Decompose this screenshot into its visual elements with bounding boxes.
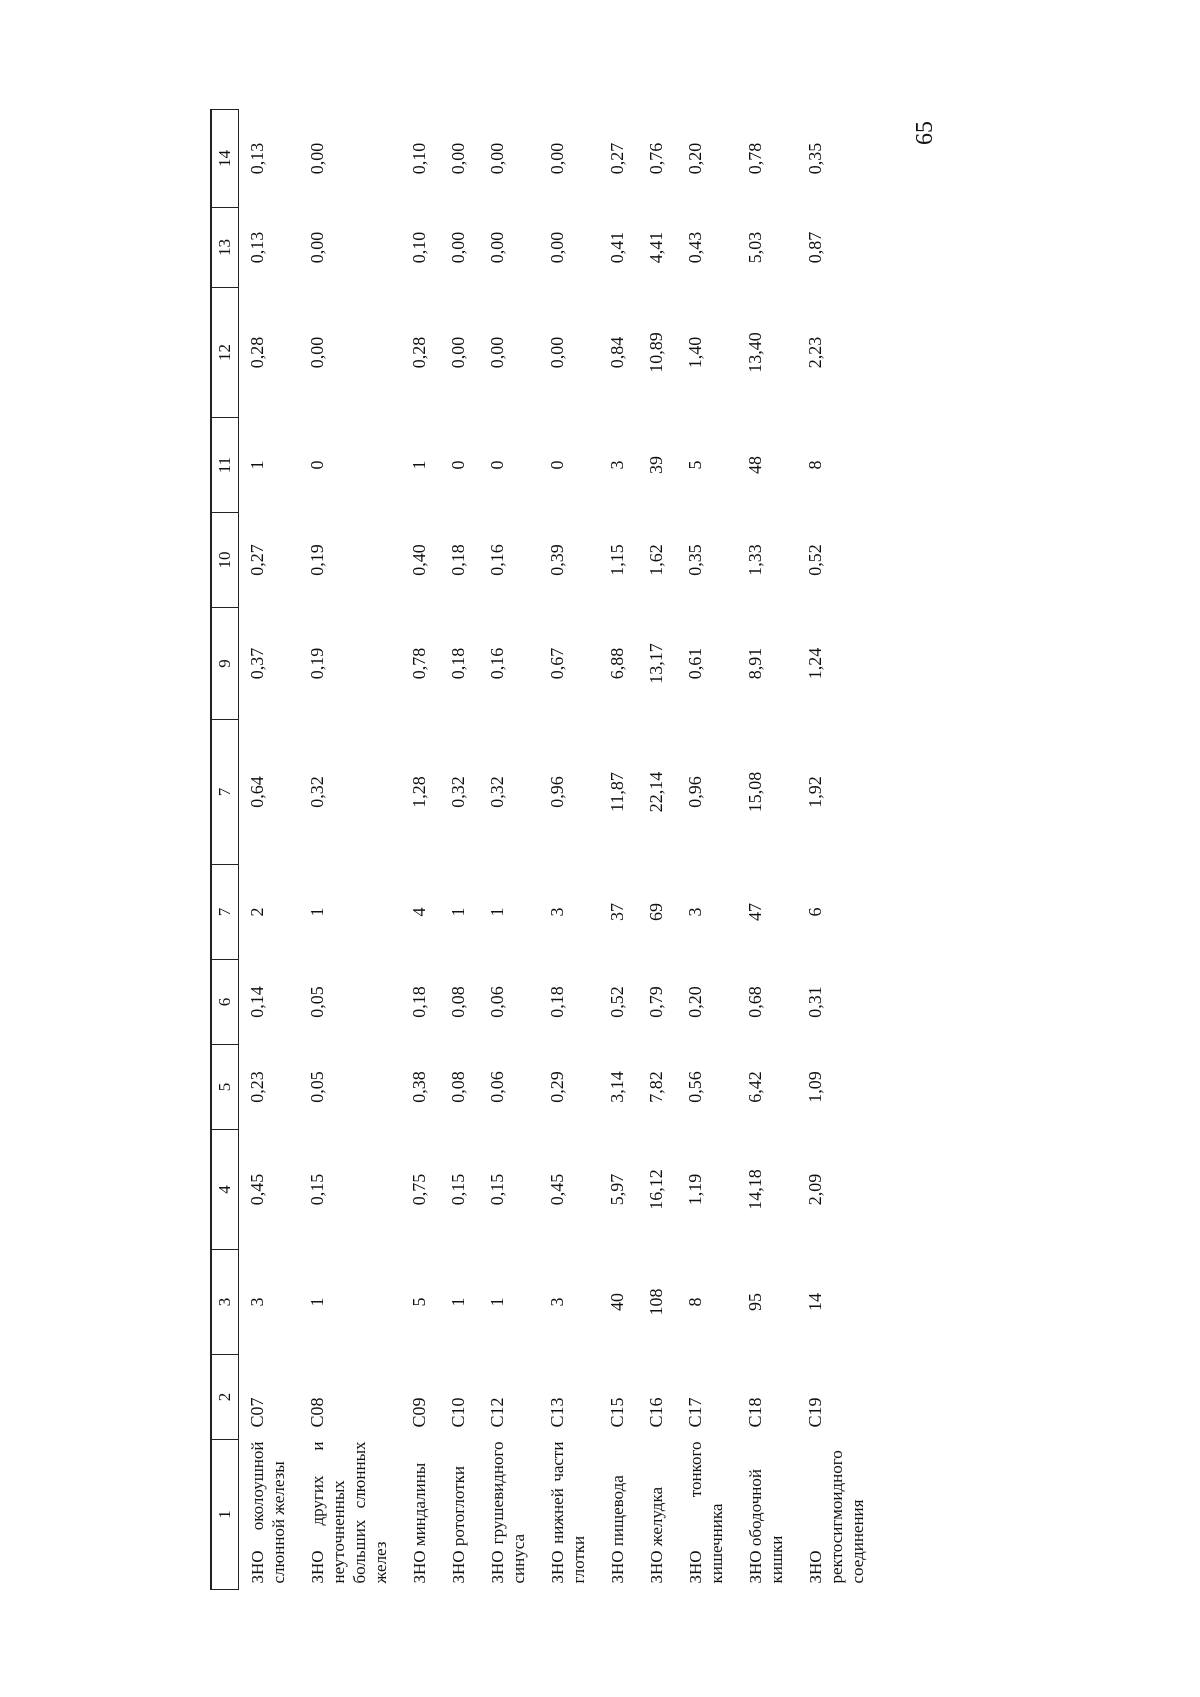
value-cell: 0,35 xyxy=(805,142,825,175)
value-cell: 0,29 xyxy=(547,1071,567,1103)
value-cell: 5,97 xyxy=(607,1173,627,1206)
value-cell: 0,78 xyxy=(409,647,429,680)
value-cell: 0 xyxy=(487,460,507,470)
diagnosis-name-cell: ЗНО околоушной слюнной железы xyxy=(248,1441,288,1584)
column-header: 13 xyxy=(211,208,239,288)
value-cell: 0,27 xyxy=(247,544,267,576)
value-cell: 0 xyxy=(547,460,567,470)
value-cell: 0,00 xyxy=(448,336,468,369)
value-cell: 0,14 xyxy=(247,986,267,1018)
value-cell: 0,15 xyxy=(307,1173,327,1206)
value-cell: 1,15 xyxy=(607,544,627,576)
value-cell: 1,40 xyxy=(685,336,705,369)
table-row xyxy=(677,110,737,1590)
value-cell: 22,14 xyxy=(646,771,666,813)
table-row xyxy=(299,110,401,1590)
column-header: 1 xyxy=(211,1440,239,1590)
table-row xyxy=(599,110,638,1590)
column-header: 14 xyxy=(211,110,239,208)
table-row xyxy=(539,110,599,1590)
column-header: 7 xyxy=(211,720,239,865)
value-cell: 1,92 xyxy=(805,776,825,808)
diagnosis-name-cell: ЗНО грушевидного синуса xyxy=(488,1441,528,1584)
value-cell: 0,06 xyxy=(487,1071,507,1103)
icd-code-cell: C09 xyxy=(409,1397,429,1428)
value-cell: 95 xyxy=(745,1293,765,1311)
column-header: 6 xyxy=(211,960,239,1045)
value-cell: 1 xyxy=(409,460,429,470)
statistics-table xyxy=(210,109,878,1590)
value-cell: 11,87 xyxy=(607,772,627,812)
diagnosis-name-cell: ЗНО ротоглотки xyxy=(449,1466,468,1584)
value-cell: 1,09 xyxy=(805,1071,825,1103)
value-cell: 10,89 xyxy=(646,332,666,373)
table-row xyxy=(479,110,539,1590)
value-cell: 1 xyxy=(448,1297,468,1307)
value-cell: 0,56 xyxy=(685,1071,705,1103)
value-cell: 6 xyxy=(805,907,825,917)
value-cell: 0 xyxy=(448,460,468,470)
value-cell: 0,32 xyxy=(307,776,327,808)
value-cell: 0,20 xyxy=(685,986,705,1018)
diagnosis-name-cell: ЗНО желудка xyxy=(647,1487,666,1584)
value-cell: 0,00 xyxy=(487,142,507,175)
value-cell: 3 xyxy=(607,460,627,470)
value-cell: 0,23 xyxy=(247,1071,267,1103)
header-row xyxy=(211,110,239,1590)
value-cell: 0,96 xyxy=(547,776,567,808)
diagnosis-name-cell: ЗНО ободочной кишки xyxy=(746,1469,786,1584)
value-cell: 1,62 xyxy=(646,544,666,576)
value-cell: 0,78 xyxy=(745,142,765,175)
value-cell: 47 xyxy=(745,903,765,921)
value-cell: 0,00 xyxy=(547,142,567,175)
diagnosis-name-cell: ЗНО нижней части глотки xyxy=(548,1441,588,1584)
diagnosis-name-cell: ЗНО других и неуточненных больших слюнных желез xyxy=(308,1441,390,1584)
value-cell: 0,18 xyxy=(547,986,567,1018)
value-cell: 0,00 xyxy=(487,336,507,369)
value-cell: 4 xyxy=(409,907,429,917)
column-header: 3 xyxy=(211,1250,239,1355)
value-cell: 0,10 xyxy=(409,231,429,264)
value-cell: 16,12 xyxy=(646,1169,666,1210)
value-cell: 39 xyxy=(646,456,666,474)
value-cell: 5,03 xyxy=(745,231,765,264)
value-cell: 3,14 xyxy=(607,1071,627,1103)
value-cell: 2 xyxy=(247,907,267,917)
value-cell: 0,76 xyxy=(646,142,666,175)
value-cell: 0,18 xyxy=(409,986,429,1018)
value-cell: 0,05 xyxy=(307,1071,327,1103)
value-cell: 14,18 xyxy=(745,1169,765,1210)
value-cell: 37 xyxy=(607,903,627,921)
value-cell: 8 xyxy=(685,1297,705,1307)
value-cell: 0,38 xyxy=(409,1071,429,1103)
page-number: 65 xyxy=(912,121,938,145)
value-cell: 69 xyxy=(646,903,666,921)
value-cell: 0,67 xyxy=(547,647,567,680)
value-cell: 0,00 xyxy=(307,336,327,369)
value-cell: 0,41 xyxy=(607,231,627,264)
value-cell: 0,19 xyxy=(307,544,327,576)
value-cell: 0,68 xyxy=(745,986,765,1018)
value-cell: 1,33 xyxy=(745,544,765,576)
value-cell: 1 xyxy=(247,460,267,470)
value-cell: 0,00 xyxy=(448,142,468,175)
value-cell: 2,09 xyxy=(805,1173,825,1206)
value-cell: 0,40 xyxy=(409,544,429,576)
icd-code-cell: C07 xyxy=(247,1397,267,1428)
table-body xyxy=(239,110,879,1590)
icd-code-cell: C15 xyxy=(607,1397,627,1428)
value-cell: 8 xyxy=(805,460,825,470)
column-header: 11 xyxy=(211,418,239,513)
value-cell: 0,00 xyxy=(547,336,567,369)
value-cell: 14 xyxy=(805,1293,825,1311)
table-row xyxy=(638,110,677,1590)
value-cell: 0,15 xyxy=(487,1173,507,1206)
value-cell: 1,28 xyxy=(409,776,429,808)
value-cell: 15,08 xyxy=(745,771,765,813)
value-cell: 0,00 xyxy=(307,231,327,264)
value-cell: 1 xyxy=(487,907,507,917)
value-cell: 3 xyxy=(685,907,705,917)
value-cell: 0,87 xyxy=(805,231,825,264)
value-cell: 0,39 xyxy=(547,544,567,576)
value-cell: 0,00 xyxy=(448,231,468,264)
value-cell: 0,61 xyxy=(685,647,705,680)
value-cell: 0,79 xyxy=(646,986,666,1018)
icd-code-cell: C10 xyxy=(448,1397,468,1428)
value-cell: 0,84 xyxy=(607,336,627,369)
value-cell: 2,23 xyxy=(805,336,825,369)
value-cell: 0,32 xyxy=(487,776,507,808)
value-cell: 5 xyxy=(409,1297,429,1307)
value-cell: 3 xyxy=(247,1297,267,1307)
value-cell: 0,45 xyxy=(547,1173,567,1206)
value-cell: 1 xyxy=(487,1297,507,1307)
value-cell: 0,35 xyxy=(685,544,705,576)
value-cell: 3 xyxy=(547,907,567,917)
icd-code-cell: C16 xyxy=(646,1397,666,1428)
value-cell: 5 xyxy=(685,460,705,470)
value-cell: 0,06 xyxy=(487,986,507,1018)
icd-code-cell: C17 xyxy=(685,1397,705,1428)
diagnosis-name-cell: ЗНО ректосигмоидного соединения xyxy=(806,1450,867,1584)
icd-code-cell: C19 xyxy=(805,1397,825,1428)
column-header: 5 xyxy=(211,1045,239,1130)
icd-code-cell: C12 xyxy=(487,1397,507,1428)
diagnosis-name-cell: ЗНО пищевода xyxy=(608,1475,627,1584)
value-cell: 0,13 xyxy=(247,142,267,175)
value-cell: 6,42 xyxy=(745,1071,765,1103)
value-cell: 6,88 xyxy=(607,647,627,680)
value-cell: 3 xyxy=(547,1297,567,1307)
column-header: 7 xyxy=(211,865,239,960)
value-cell: 0,16 xyxy=(487,544,507,576)
value-cell: 0,00 xyxy=(307,142,327,175)
value-cell: 0,37 xyxy=(247,647,267,680)
value-cell: 13,40 xyxy=(745,332,765,373)
value-cell: 1,19 xyxy=(685,1173,705,1206)
value-cell: 8,91 xyxy=(745,647,765,680)
value-cell: 40 xyxy=(607,1293,627,1311)
value-cell: 0,75 xyxy=(409,1173,429,1206)
value-cell: 13,17 xyxy=(646,643,666,684)
column-header: 12 xyxy=(211,288,239,418)
value-cell: 1 xyxy=(307,907,327,917)
value-cell: 0,32 xyxy=(448,776,468,808)
table-row xyxy=(440,110,479,1590)
value-cell: 0,18 xyxy=(448,647,468,680)
diagnosis-name-cell: ЗНО миндалины xyxy=(410,1462,429,1584)
icd-code-cell: C18 xyxy=(745,1397,765,1428)
value-cell: 0,00 xyxy=(547,231,567,264)
value-cell: 0,10 xyxy=(409,142,429,175)
value-cell: 0,28 xyxy=(409,336,429,369)
value-cell: 0 xyxy=(307,460,327,470)
value-cell: 0,43 xyxy=(685,231,705,264)
value-cell: 0,52 xyxy=(805,544,825,576)
rotated-table-container xyxy=(210,110,1030,1590)
column-header: 9 xyxy=(211,608,239,720)
value-cell: 0,16 xyxy=(487,647,507,680)
icd-code-cell: C08 xyxy=(307,1397,327,1428)
value-cell: 0,45 xyxy=(247,1173,267,1206)
value-cell: 4,41 xyxy=(646,231,666,264)
value-cell: 0,19 xyxy=(307,647,327,680)
icd-code-cell: C13 xyxy=(547,1397,567,1428)
value-cell: 0,15 xyxy=(448,1173,468,1206)
value-cell: 0,08 xyxy=(448,1071,468,1103)
table-row xyxy=(239,110,300,1590)
table-row xyxy=(737,110,797,1590)
value-cell: 1 xyxy=(448,907,468,917)
value-cell: 0,27 xyxy=(607,142,627,175)
value-cell: 0,52 xyxy=(607,986,627,1018)
value-cell: 7,82 xyxy=(646,1071,666,1103)
table-row xyxy=(797,110,878,1590)
value-cell: 0,13 xyxy=(247,231,267,264)
value-cell: 0,96 xyxy=(685,776,705,808)
value-cell: 0,64 xyxy=(247,776,267,808)
diagnosis-name-cell: ЗНО тонкого кишечника xyxy=(686,1441,726,1584)
value-cell: 0,00 xyxy=(487,231,507,264)
value-cell: 1,24 xyxy=(805,647,825,680)
value-cell: 0,31 xyxy=(805,986,825,1018)
value-cell: 0,20 xyxy=(685,142,705,175)
value-cell: 48 xyxy=(745,456,765,474)
value-cell: 1 xyxy=(307,1297,327,1307)
value-cell: 0,18 xyxy=(448,544,468,576)
value-cell: 0,28 xyxy=(247,336,267,369)
column-header: 4 xyxy=(211,1130,239,1250)
value-cell: 0,05 xyxy=(307,986,327,1018)
column-header: 2 xyxy=(211,1355,239,1440)
table-row xyxy=(401,110,440,1590)
value-cell: 0,08 xyxy=(448,986,468,1018)
column-header: 10 xyxy=(211,513,239,608)
value-cell: 108 xyxy=(646,1288,666,1316)
